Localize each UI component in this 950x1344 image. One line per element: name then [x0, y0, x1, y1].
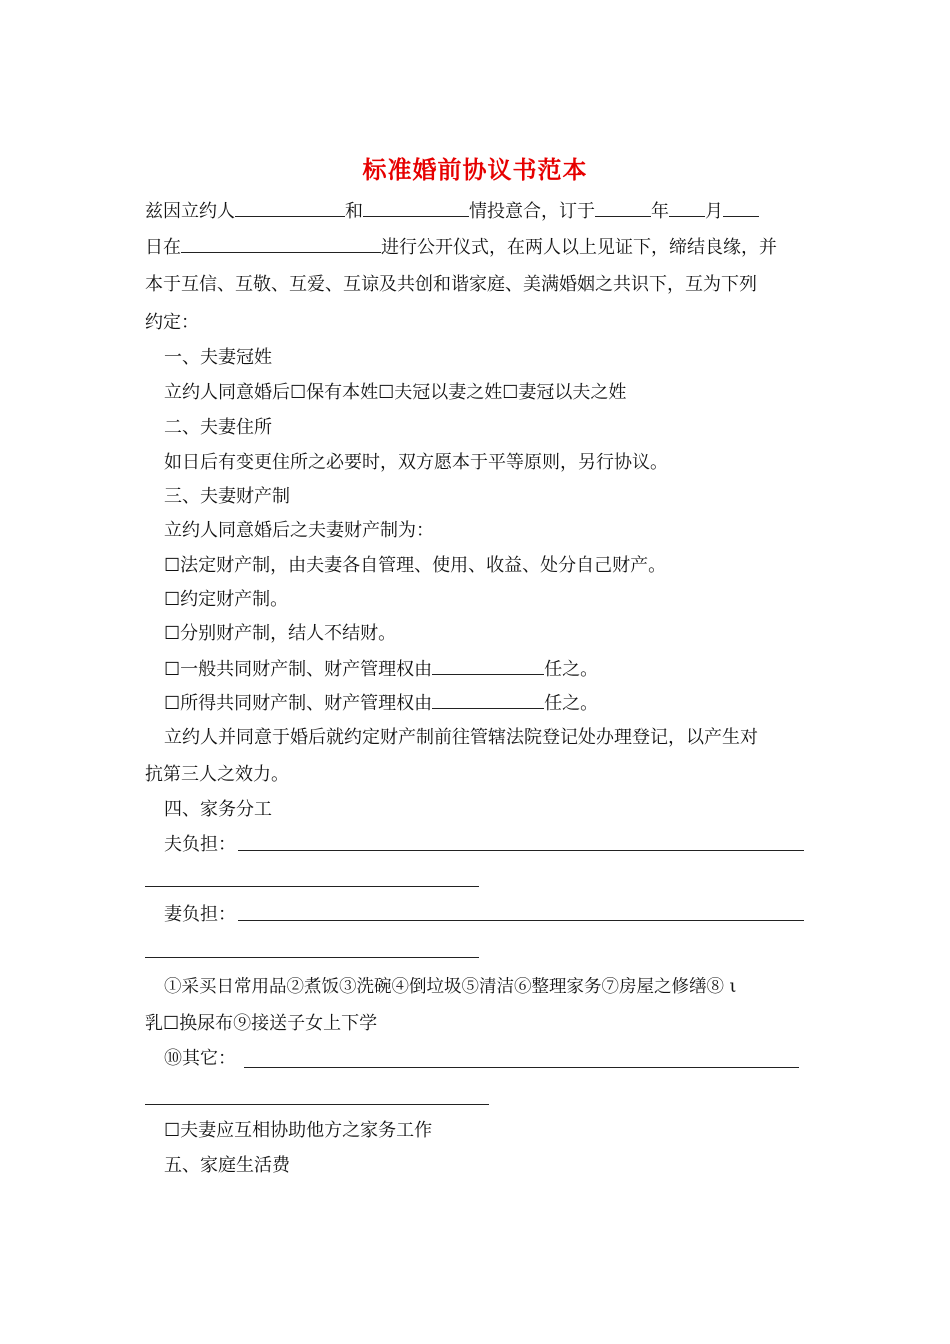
section-1-heading: 一、夫妻冠姓 — [164, 347, 272, 368]
intro-text: 情投意合，订于 — [469, 201, 595, 222]
other-duties-blank-2[interactable] — [145, 1104, 489, 1105]
other-duties-blank[interactable] — [244, 1067, 799, 1068]
option-text: 任之。 — [544, 659, 599, 680]
property-option-legal: ☐法定财产制，由夫妻各自管理、使用、收益、处分自己财产。 — [164, 555, 667, 576]
option-text: ☐一般共同财产制、财产管理权由 — [164, 659, 433, 680]
intro-text: 年 — [651, 201, 669, 222]
property-option-income-common — [164, 690, 598, 717]
husband-duties-label: 夫负担： — [164, 834, 236, 855]
intro-text: 月 — [705, 201, 723, 222]
property-option-separate: ☐分别财产制，结人不结财。 — [164, 623, 397, 644]
wife-duties-blank-2[interactable] — [145, 957, 479, 958]
intro-line-3: 本于互信、互敬、互爱、互谅及共创和谐家庭、美满婚姻之共识下，互为下列 — [145, 274, 757, 295]
intro-text: 进行公开仪式，在两人以上见证下，缔结良缘，并 — [381, 237, 777, 258]
manager-blank-2[interactable] — [432, 690, 544, 709]
option-text: ☐所得共同财产制、财产管理权由 — [164, 693, 433, 714]
husband-duties-blank-2[interactable] — [145, 886, 479, 887]
intro-text: 和 — [345, 201, 363, 222]
chore-items-line-1: ①采买日常用品②煮饭③洗碗④倒垃圾⑤清洁⑥整理家务⑦房屋之修缮⑧ ι — [164, 977, 737, 997]
month-blank[interactable] — [669, 198, 705, 217]
section-5-heading: 五、家庭生活费 — [164, 1155, 290, 1176]
intro-line-1 — [145, 198, 759, 225]
intro-text: 兹因立约人 — [145, 201, 235, 222]
section-2-text: 如日后有变更住所之必要时，双方愿本于平等原则，另行协议。 — [164, 452, 668, 473]
party-b-blank[interactable] — [363, 198, 469, 217]
section-2-heading: 二、夫妻住所 — [164, 417, 272, 438]
property-option-agreed: ☐约定财产制。 — [164, 589, 289, 610]
intro-line-4: 约定： — [145, 312, 199, 333]
registration-line-2: 抗第三人之效力。 — [145, 764, 289, 785]
property-option-general-common — [164, 656, 598, 683]
party-a-blank[interactable] — [235, 198, 345, 217]
other-duties-label: ⑩其它： — [164, 1048, 236, 1069]
option-text: 任之。 — [544, 693, 599, 714]
section-4-heading: 四、家务分工 — [164, 799, 272, 820]
intro-text: 日在 — [145, 237, 181, 258]
venue-blank[interactable] — [181, 234, 381, 253]
section-3-heading: 三、夫妻财产制 — [164, 486, 290, 507]
year-blank[interactable] — [595, 198, 651, 217]
manager-blank-1[interactable] — [432, 656, 544, 675]
mutual-help-option: ☐夫妻应互相协助他方之家务工作 — [164, 1120, 433, 1141]
chore-items-line-2: 乳☐换尿布⑨接送子女上下学 — [145, 1013, 378, 1034]
day-blank[interactable] — [723, 198, 759, 217]
document-title: 标准婚前协议书范本 — [362, 155, 588, 184]
wife-duties-blank[interactable] — [238, 920, 804, 921]
registration-line-1: 立约人并同意于婚后就约定财产制前往管辖法院登记处办理登记，以产生对 — [164, 727, 758, 748]
wife-duties-label: 妻负担： — [164, 904, 236, 925]
intro-line-2 — [145, 234, 777, 261]
husband-duties-blank[interactable] — [238, 850, 804, 851]
section-1-text: 立约人同意婚后☐保有本姓☐夫冠以妻之姓☐妻冠以夫之姓 — [164, 382, 627, 403]
section-3-text: 立约人同意婚后之夫妻财产制为： — [164, 520, 434, 541]
